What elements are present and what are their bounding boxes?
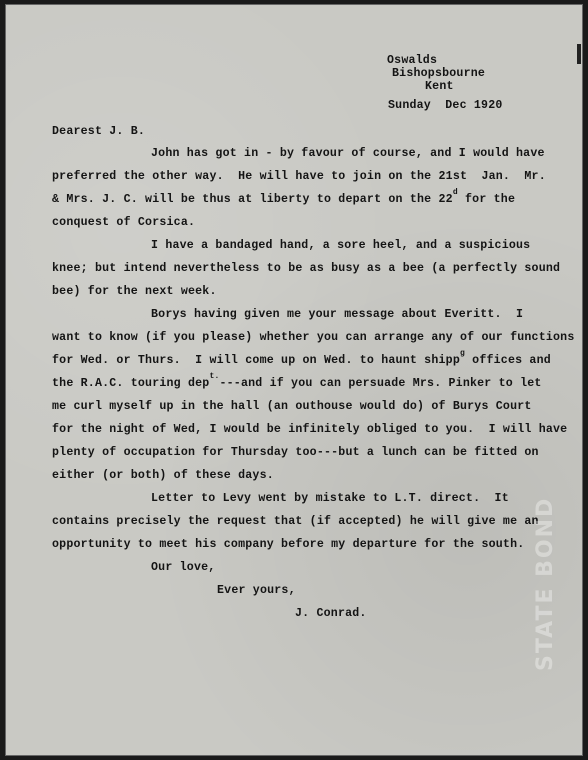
address-line-1: Oswalds	[387, 54, 438, 67]
edge-mark	[577, 44, 581, 64]
superscript-d: d	[452, 188, 458, 197]
body-line-14: plenty of occupation for Thursday too---but a lunch can be fitted on	[52, 446, 539, 459]
body-line-11	[52, 372, 542, 391]
body-line-18: opportunity to meet his company before my departure for the south.	[52, 538, 525, 551]
superscript-g: g	[459, 349, 465, 358]
salutation: Dearest J. B.	[52, 125, 146, 138]
body-line-5: I have a bandaged hand, a sore heel, and a suspicious	[151, 239, 531, 252]
body-line-4: conquest of Corsica.	[52, 216, 196, 229]
body-line-7: bee) for the next week.	[52, 285, 217, 298]
body-line-17: contains precisely the request that (if accepted) he will give me an	[52, 515, 539, 528]
body-line-2: preferred the other way. He will have to join on the 21st Jan. Mr.	[52, 170, 546, 183]
body-line-3-text: & Mrs. J. C. will be thus at liberty to depart on the 22	[52, 193, 453, 206]
body-line-15: either (or both) of these days.	[52, 469, 274, 482]
body-line-3	[52, 188, 516, 207]
letter-page	[5, 4, 583, 756]
state-bond-watermark: STATE BOND	[533, 496, 558, 672]
body-line-11-tail: ---and if you can persuade Mrs. Pinker to let	[219, 377, 542, 390]
closing-ever-yours: Ever yours,	[217, 584, 296, 597]
body-line-6: knee; but intend nevertheless to be as busy as a bee (a perfectly sound	[52, 262, 561, 275]
letter-date: Sunday Dec 1920	[388, 99, 503, 112]
body-line-10	[52, 349, 551, 368]
body-line-10-text: for Wed. or Thurs. I will come up on Wed. to haunt shipp	[52, 354, 460, 367]
address-line-2: Bishopsbourne	[392, 67, 486, 80]
body-line-8: Borys having given me your message about Everitt. I	[151, 308, 524, 321]
address-line-3: Kent	[425, 80, 454, 93]
body-line-1: John has got in - by favour of course, and I would have	[151, 147, 545, 160]
body-line-10-tail: offices and	[465, 354, 551, 367]
body-line-13: for the night of Wed, I would be infinitely obliged to you. I will have	[52, 423, 568, 436]
body-line-9: want to know (if you please) whether you can arrange any of our functions	[52, 331, 575, 344]
body-line-3-tail: for the	[457, 193, 516, 206]
closing-love: Our love,	[151, 561, 216, 574]
body-line-16: Letter to Levy went by mistake to L.T. direct. It	[151, 492, 509, 505]
body-line-12: me curl myself up in the hall (an outhouse would do) of Burys Court	[52, 400, 532, 413]
superscript-t: t.	[209, 372, 220, 381]
signature: J. Conrad.	[295, 607, 367, 620]
body-line-11-text: the R.A.C. touring dep	[52, 377, 210, 390]
